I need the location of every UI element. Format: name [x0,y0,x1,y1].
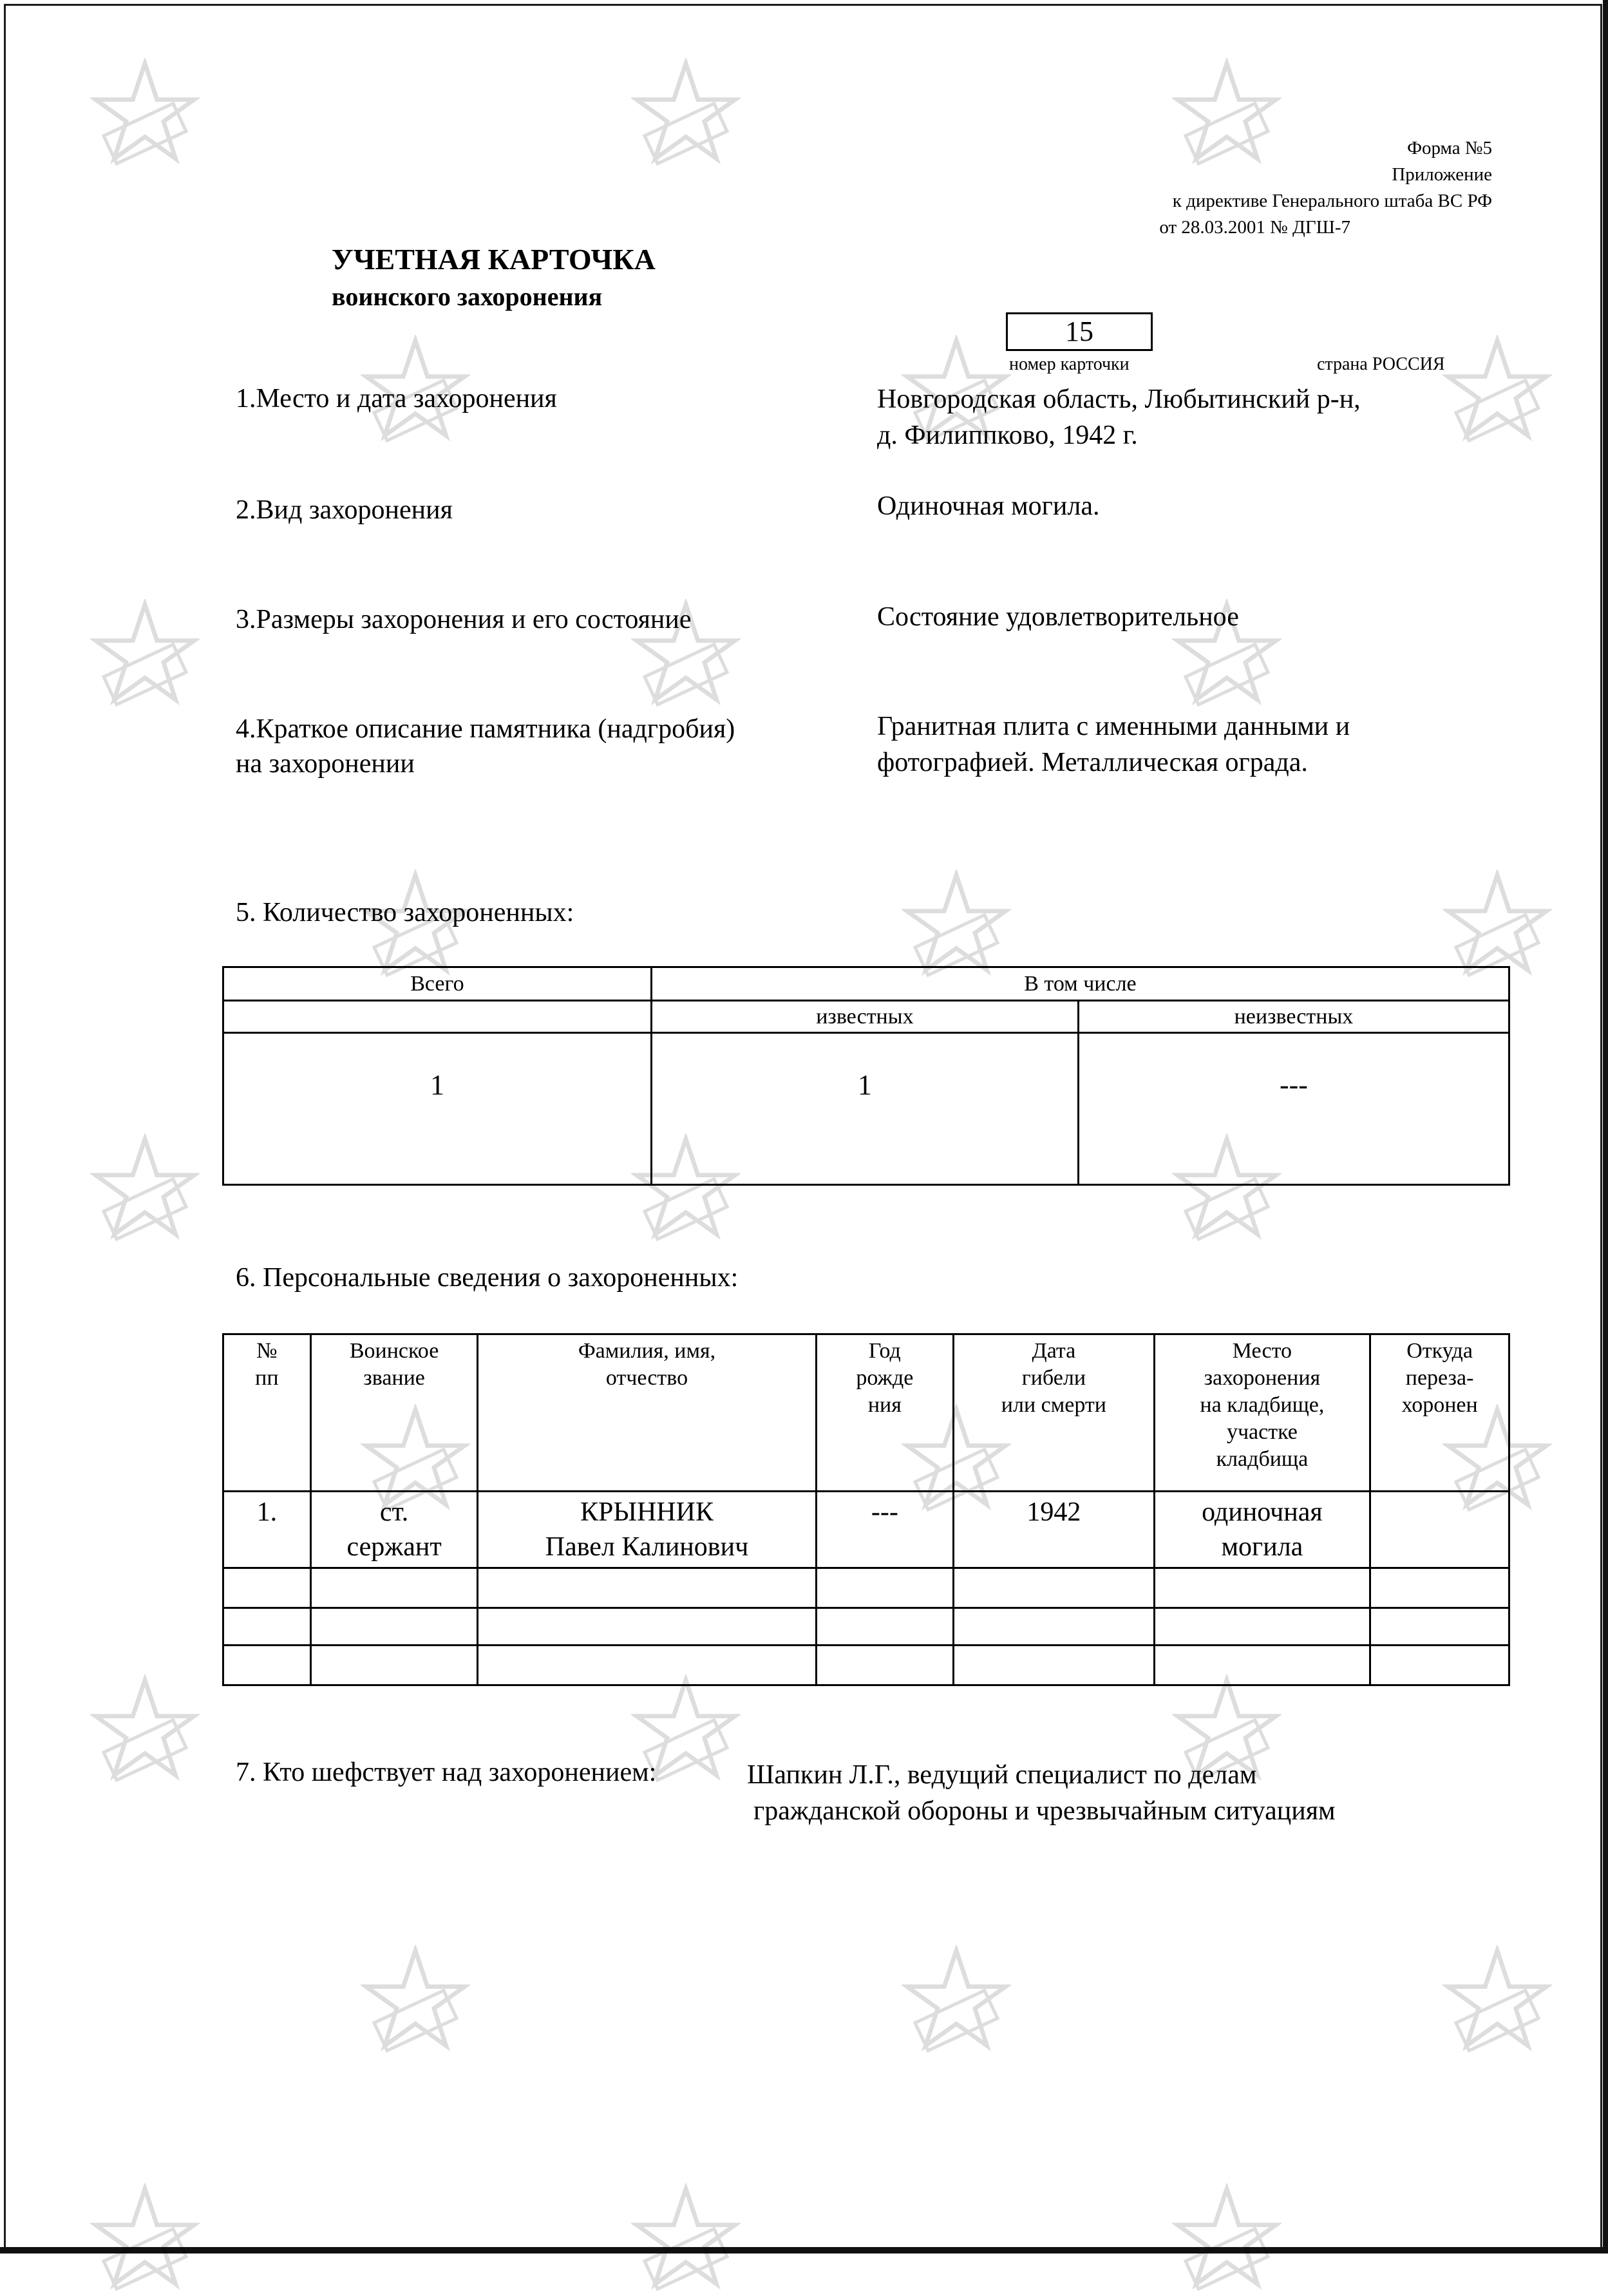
field-burial-size-label: 3.Размеры захоронения и его состояние [236,605,692,634]
field-burial-size-value: Состояние удовлетворительное [877,602,1239,632]
col-burial-place [1154,1334,1370,1492]
watermark-star-icon [90,2183,200,2293]
row-birth: --- [816,1492,954,1568]
row-from [1370,1492,1509,1568]
watermark-star-icon [90,58,200,167]
watermark-star-icon [361,1945,470,2054]
col-name-l1: Фамилия, имя, [578,1339,716,1363]
field-monument-value [877,708,1521,781]
count-unknown-value: --- [1078,1033,1509,1185]
col-place-l2: захоронения [1204,1366,1321,1390]
row-number: 1. [223,1492,311,1568]
table-row [223,1568,1509,1608]
col-death-l3: или смерти [1001,1393,1106,1417]
field-monument-value-line1: Гранитная плита с именными данными и [877,712,1350,741]
count-col-empty [223,1001,652,1033]
scan-edge-right [1603,0,1608,2253]
field-monument-label-line2: на захоронении [236,749,415,779]
row-name [478,1492,816,1568]
row-place-l2: могила [1221,1532,1303,1562]
col-death-date [954,1334,1154,1492]
count-col-unknown: неизвестных [1078,1001,1509,1033]
col-rank-l1: Воинское [349,1339,439,1363]
form-number: Форма №5 [1407,138,1492,158]
col-from-l2: переза- [1405,1366,1474,1390]
watermark-star-icon [631,2183,741,2293]
watermark-star-icon [90,599,200,708]
col-birth-l3: ния [867,1393,902,1417]
personal-heading: 6. Персональные сведения о захороненных: [236,1263,739,1293]
country-label: страна РОССИЯ [1317,354,1445,374]
row-rank [310,1492,478,1568]
row-place [1154,1492,1370,1568]
watermark-star-icon [1172,2183,1282,2293]
col-name [478,1334,816,1492]
field-burial-type-value: Одиночная могила. [877,491,1100,521]
field-burial-place-label: 1.Место и дата захоронения [236,384,557,413]
col-birth-year [816,1334,954,1492]
table-row [223,1492,1509,1568]
watermark-star-icon [90,1675,200,1784]
row-place-l1: одиночная [1202,1497,1323,1527]
sponsor-line1: Шапкин Л.Г., ведущий специалист по делам [747,1760,1257,1790]
col-from-l1: Откуда [1406,1339,1473,1363]
row-death: 1942 [954,1492,1154,1568]
field-burial-place-value [877,381,1521,453]
col-place-l5: кладбища [1216,1447,1309,1471]
count-known-value: 1 [651,1033,1078,1185]
col-death-l1: Дата [1032,1339,1076,1363]
count-col-including: В том числе [651,967,1509,1001]
col-from-l3: хоронен [1401,1393,1478,1417]
page-subtitle: воинского захоронения [332,282,603,311]
col-number [223,1334,311,1492]
count-total-value: 1 [223,1033,652,1185]
field-monument-value-line2: фотографией. Металлическая ограда. [877,748,1308,777]
row-surname: КРЫННИК [580,1497,714,1527]
card-number-label: номер карточки [1009,354,1130,374]
personal-table-header-row [223,1334,1509,1492]
scan-edge-bottom [0,2247,1608,2253]
col-rank [310,1334,478,1492]
col-birth-l2: рожде [856,1366,914,1390]
form-directive-date: от 28.03.2001 № ДГШ-7 [1159,217,1350,238]
watermark-star-icon [902,1945,1011,2054]
col-number-l2: пп [255,1366,279,1390]
page-title: УЧЕТНАЯ КАРТОЧКА [332,243,656,276]
watermark-star-icon [631,58,741,167]
card-number-box: 15 [1006,312,1153,351]
sponsor-value [747,1757,1336,1829]
col-number-l1: № [256,1339,278,1363]
table-row [223,1646,1509,1685]
field-monument-label [236,712,735,781]
col-rank-l2: звание [363,1366,425,1390]
count-table-subheader-row [223,1001,1509,1033]
watermark-star-icon [1442,1945,1552,2054]
personal-table [222,1333,1510,1686]
count-col-known: известных [651,1001,1078,1033]
count-col-total: Всего [223,967,652,1001]
form-appendix: Приложение [1392,164,1492,185]
row-given-name: Павел Калинович [545,1532,749,1562]
watermark-star-icon [90,1134,200,1243]
field-burial-type-label: 2.Вид захоронения [236,495,453,525]
col-death-l2: гибели [1021,1366,1086,1390]
field-burial-place-line2: д. Филиппково, 1942 г. [877,421,1138,450]
col-reburied-from [1370,1334,1509,1492]
col-place-l1: Место [1232,1339,1292,1363]
sponsor-line2: гражданской обороны и чрезвычайным ситуациям [753,1796,1336,1826]
field-burial-place-line1: Новгородская область, Любытинский р-н, [877,384,1361,414]
form-directive: к директиве Генерального штаба ВС РФ [1172,191,1492,211]
col-name-l2: отчество [605,1366,688,1390]
row-rank-l1: ст. [379,1497,409,1527]
sponsor-label: 7. Кто шефствует над захоронением: [236,1758,657,1787]
field-monument-label-line1: 4.Краткое описание памятника (надгробия) [236,714,735,744]
table-row [223,1608,1509,1646]
row-rank-l2: сержант [346,1532,442,1562]
col-place-l4: участке [1226,1420,1298,1444]
watermark-star-icon [1442,869,1552,979]
count-heading: 5. Количество захороненных: [236,898,574,927]
watermark-star-icon [902,869,1011,979]
count-table-data-row [223,1033,1509,1185]
form-header [1159,135,1492,241]
col-birth-l1: Год [868,1339,901,1363]
col-place-l3: на кладбище, [1200,1393,1325,1417]
count-table [222,966,1510,1186]
count-table-header-row [223,967,1509,1001]
